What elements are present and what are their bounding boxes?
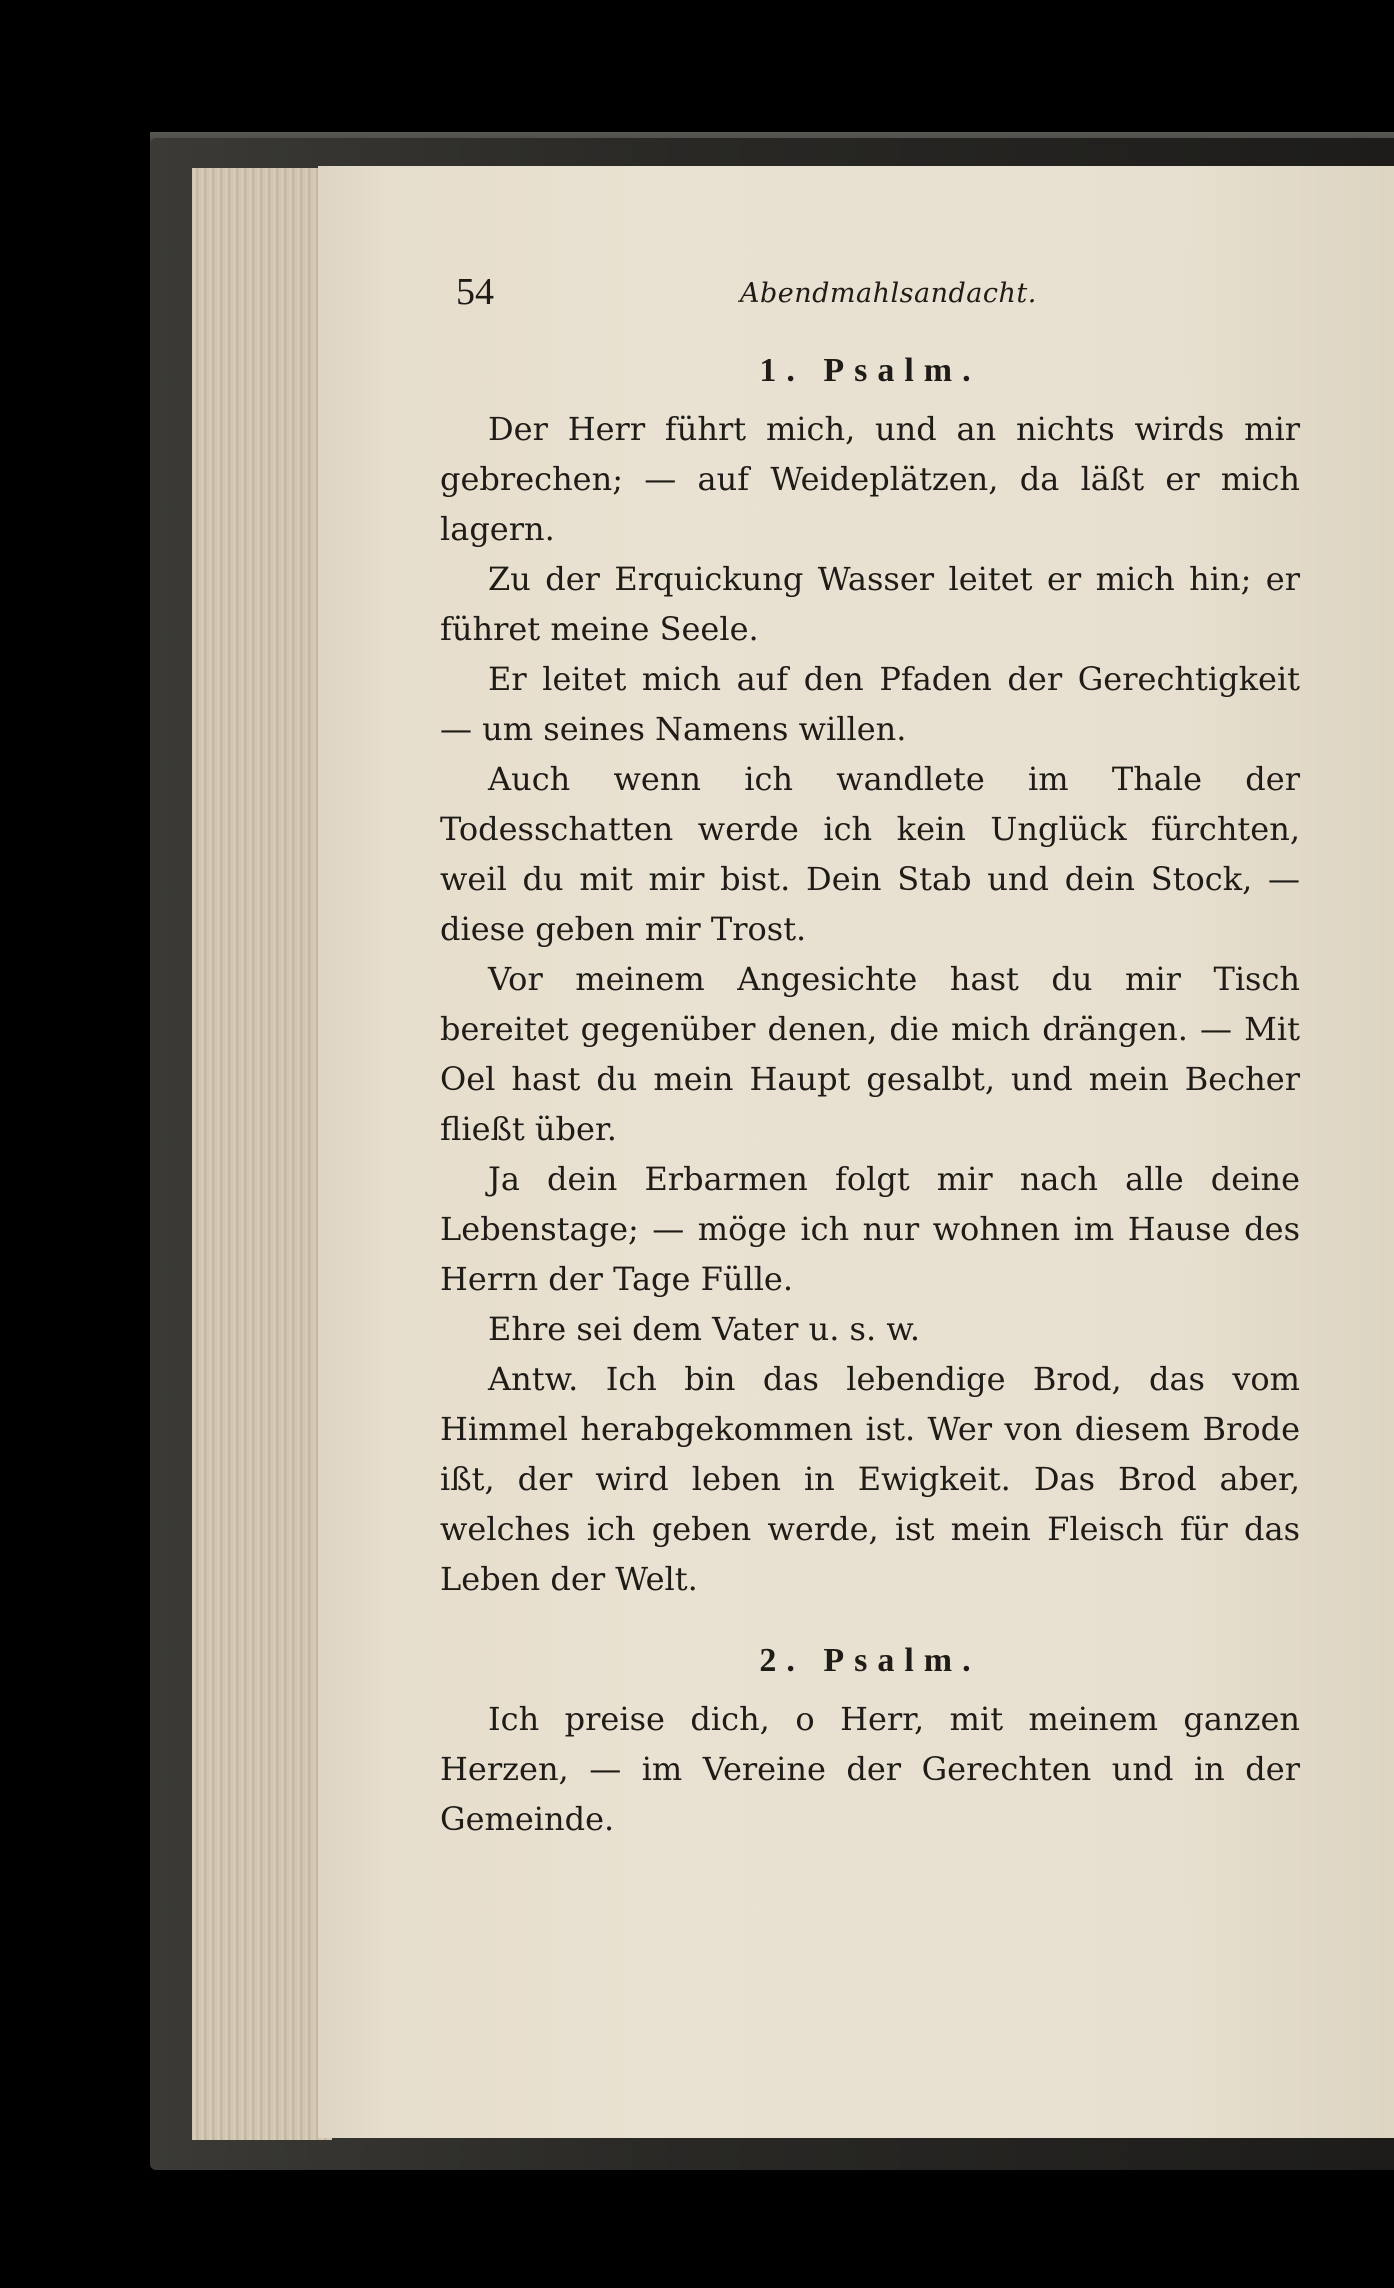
page-header xyxy=(440,264,1300,324)
page-block-edges xyxy=(192,168,332,2140)
psalm-1-heading: 1. Psalm. xyxy=(759,352,981,389)
psalm-1-verse-5: Vor meinem Angesichte hast du mir Tisch bereitet gegenüber denen, die mich drängen. — Mit Oel hast du mein Haupt gesalbt, und mein Becher fließt über. xyxy=(440,960,1300,1148)
psalm-1-verse-1: Der Herr führt mich, und an nichts wirds mir gebrechen; — auf Weideplätzen, da läßt er mich lagern. xyxy=(440,410,1300,548)
psalm-1-verse-4: Auch wenn ich wandlete im Thale der Todesschatten werde ich kein Unglück fürchten, weil du mit mir bist. Dein Stab und dein Stock, — diese geben mir Trost. xyxy=(440,760,1300,948)
psalm-2-verse-1: Ich preise dich, o Herr, mit meinem ganzen Herzen, — im Vereine der Gerechten und in der Gemeinde. xyxy=(440,1700,1300,1838)
psalm-2-heading: 2. Psalm. xyxy=(759,1642,981,1679)
page-number: 54 xyxy=(456,271,494,313)
psalm-1-verse-2: Zu der Erquickung Wasser leitet er mich hin; er führet meine Seele. xyxy=(440,560,1300,648)
running-title: Abendmahlsandacht. xyxy=(740,278,1037,309)
page-text-area xyxy=(440,264,1300,1844)
psalm-1-doxology: Ehre sei dem Vater u. s. w. xyxy=(488,1310,921,1348)
psalm-1-verse-6: Ja dein Erbarmen folgt mir nach alle deine Lebenstage; — möge ich nur wohnen im Hause des Herrn der Tage Fülle. xyxy=(440,1160,1300,1298)
psalm-1-verse-3: Er leitet mich auf den Pfaden der Gerechtigkeit — um seines Namens willen. xyxy=(440,660,1300,748)
psalm-1-antiphon: Antw. Ich bin das lebendige Brod, das vom Himmel herabgekommen ist. Wer von diesem Brode ißt, der wird leben in Ewigkeit. Das Brod aber, welches ich geben werde, ist mein Fleisch für das Leben der Welt. xyxy=(440,1360,1300,1598)
